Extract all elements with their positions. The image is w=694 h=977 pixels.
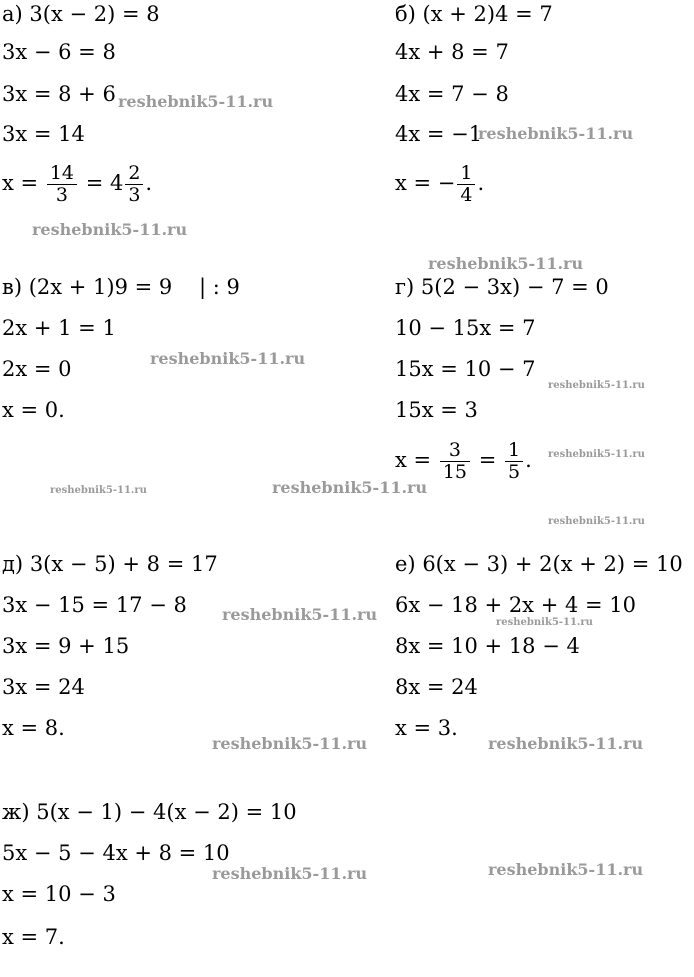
problem-zh-line-2: 5x − 5 − 4x + 8 = 10	[2, 841, 230, 865]
problem-v-line-1: в) (2x + 1)9 = 9 | : 9	[2, 275, 240, 299]
problem-e-line-2: 6x − 18 + 2x + 4 = 10	[395, 593, 636, 617]
watermark: reshebnik5-11.ru	[150, 349, 306, 368]
watermark: reshebnik5-11.ru	[428, 254, 584, 273]
problem-d-line-2: 3x − 15 = 17 − 8	[2, 593, 187, 617]
problem-g-line-2: 10 − 15x = 7	[395, 316, 536, 340]
fraction: $\frac{1}{4}$	[457, 163, 475, 206]
watermark: reshebnik5-11.ru	[548, 380, 645, 391]
problem-v-line-3: 2x = 0	[2, 357, 72, 381]
problem-e-line-4: 8x = 24	[395, 675, 478, 699]
fraction: $\frac{1}{5}$	[505, 440, 523, 483]
watermark: reshebnik5-11.ru	[50, 485, 147, 496]
problem-d-line-4: 3x = 24	[2, 675, 85, 699]
problem-g-line-1: г) 5(2 − 3x) − 7 = 0	[395, 275, 609, 299]
problem-v-line-4: x = 0.	[2, 398, 65, 422]
watermark: reshebnik5-11.ru	[548, 516, 645, 527]
problem-b-final: x = − $\frac{1}{4}$ .	[395, 162, 485, 206]
problem-zh-line-3: x = 10 − 3	[2, 882, 116, 906]
problem-e-line-5: x = 3.	[395, 716, 458, 740]
fraction: $\frac{14}{3}$	[47, 163, 77, 206]
watermark: reshebnik5-11.ru	[212, 864, 368, 883]
problem-a-line-4: 3x = 14	[2, 122, 85, 146]
problem-zh-line-1: ж) 5(x − 1) − 4(x − 2) = 10	[2, 800, 297, 824]
problem-d-line-3: 3x = 9 + 15	[2, 634, 130, 658]
watermark: reshebnik5-11.ru	[488, 860, 644, 879]
problem-zh-line-4: x = 7.	[2, 925, 65, 949]
problem-g-line-3: 15x = 10 − 7	[395, 357, 536, 381]
watermark: reshebnik5-11.ru	[32, 220, 188, 239]
problem-a-line-3: 3x = 8 + 6	[2, 82, 116, 106]
problem-g-final: x = $\frac{3}{15}$ = $\frac{1}{5}$ .	[395, 439, 532, 483]
watermark: reshebnik5-11.ru	[496, 617, 593, 628]
problem-b-line-3: 4x = 7 − 8	[395, 82, 509, 106]
problem-e-line-1: е) 6(x − 3) + 2(x + 2) = 10	[395, 552, 683, 576]
problem-b-line-1: б) (x + 2)4 = 7	[395, 2, 553, 26]
watermark: reshebnik5-11.ru	[488, 734, 644, 753]
watermark: reshebnik5-11.ru	[478, 124, 634, 143]
problem-g-line-4: 15x = 3	[395, 398, 478, 422]
problem-a-line-1: а) 3(x − 2) = 8	[2, 2, 160, 26]
fraction: $\frac{3}{15}$	[440, 440, 470, 483]
watermark: reshebnik5-11.ru	[118, 92, 274, 111]
watermark: reshebnik5-11.ru	[212, 734, 368, 753]
fraction: $\frac{2}{3}$	[125, 163, 143, 206]
problem-e-line-3: 8x = 10 + 18 − 4	[395, 634, 580, 658]
problem-a-line-2: 3x − 6 = 8	[2, 40, 116, 64]
problem-b-line-2: 4x + 8 = 7	[395, 40, 509, 64]
problem-b-line-4: 4x = −1	[395, 122, 483, 146]
watermark: reshebnik5-11.ru	[272, 478, 428, 497]
problem-v-line-2: 2x + 1 = 1	[2, 316, 116, 340]
watermark: reshebnik5-11.ru	[222, 605, 378, 624]
problem-d-line-1: д) 3(x − 5) + 8 = 17	[2, 552, 218, 576]
problem-a-final: x = $\frac{14}{3}$ = 4 $\frac{2}{3}$ .	[2, 162, 153, 206]
problem-d-line-5: x = 8.	[2, 716, 65, 740]
watermark: reshebnik5-11.ru	[548, 449, 645, 460]
